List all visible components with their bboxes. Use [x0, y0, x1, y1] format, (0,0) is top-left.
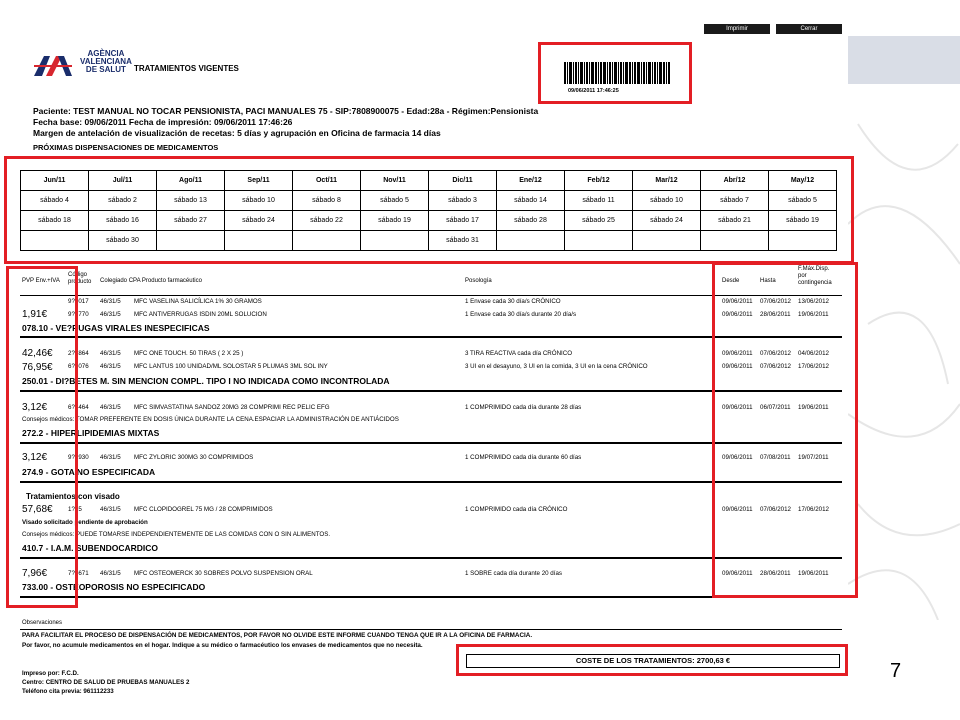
diagnosis: 272.2 - HIPERLIPIDEMIAS MIXTAS — [22, 428, 160, 438]
product-code: 9?0017 — [68, 298, 89, 305]
posology: 1 SOBRE cada día durante 20 días — [465, 570, 562, 577]
observations-label: Observaciones — [22, 620, 63, 626]
product-name: MFC ONE TOUCH. 50 TIRAS ( 2 X 25 ) — [134, 350, 244, 357]
table-cell: sábado 17 — [429, 211, 497, 231]
date-max: 19/06/2011 — [798, 570, 829, 577]
date-to: 07/06/2012 — [760, 506, 791, 513]
date-max: 04/06/2012 — [798, 350, 829, 357]
product-name: MFC SIMVASTATINA SANDOZ 20MG 28 COMPRIMI REC PELIC EFG — [134, 404, 330, 411]
table-cell: sábado 28 — [497, 211, 565, 231]
posology: 1 COMPRIMIDO cada día durante 60 días — [465, 454, 582, 461]
header-fmax: F.Máx.Disp. por contingencia — [798, 266, 832, 286]
posology: 1 COMPRIMIDO cada día CRÓNICO — [465, 506, 568, 513]
table-cell: sábado 11 — [565, 191, 633, 211]
date-to: 07/08/2011 — [760, 454, 791, 461]
product-name: MFC OSTEOMERCK 30 SOBRES POLVO SUSPENSION ORAL — [134, 570, 313, 577]
price: 3,12€ — [22, 402, 48, 413]
product-name: MFC CLOPIDOGREL 75 MG / 28 COMPRIMIDOS — [134, 506, 273, 513]
annotation-box-barcode — [538, 42, 692, 104]
table-cell: sábado 3 — [429, 191, 497, 211]
cpa: 46/31/5 — [100, 311, 121, 318]
table-cell: sábado 19 — [361, 211, 429, 231]
date-from: 09/06/2011 — [722, 570, 753, 577]
visado-status: Visado solicitado pendiente de aprobación — [22, 519, 148, 526]
date-to: 07/06/2012 — [760, 298, 791, 305]
phone: Teléfono cita previa: 961112233 — [22, 688, 114, 695]
header-codigo: Código producto — [68, 272, 92, 285]
table-cell: sábado 13 — [157, 191, 225, 211]
table-cell: sábado 18 — [21, 211, 89, 231]
annotation-box-dates — [712, 262, 858, 598]
table-cell: sábado 24 — [225, 211, 293, 231]
table-cell: sábado 25 — [565, 211, 633, 231]
table-cell: sábado 21 — [701, 211, 769, 231]
month-header: Ago/11 — [157, 171, 225, 191]
date-to: 07/06/2012 — [760, 350, 791, 357]
table-cell: sábado 24 — [633, 211, 701, 231]
table-cell: sábado 10 — [225, 191, 293, 211]
product-name: MFC LANTUS 100 UNIDAD/ML SOLOSTAR 5 PLUMAS 3ML SOL INY — [134, 363, 328, 370]
date-from: 09/06/2011 — [722, 311, 753, 318]
product-code: 9?2770 — [68, 311, 89, 318]
date-from: 09/06/2011 — [722, 404, 753, 411]
dates-line: Fecha base: 09/06/2011 Fecha de impresión: 09/06/2011 17:46:26 — [33, 117, 293, 127]
cpa: 46/31/5 — [100, 454, 121, 461]
product-name: MFC ANTIVERRUGAS ISDIN 20ML SOLUCION — [134, 311, 267, 318]
document-title: TRATAMIENTOS VIGENTES — [134, 64, 239, 73]
month-header: May/12 — [769, 171, 837, 191]
table-cell: sábado 30 — [89, 231, 157, 251]
table-cell: sábado 22 — [293, 211, 361, 231]
date-from: 09/06/2011 — [722, 363, 753, 370]
visado-title: Tratamientos con visado — [26, 492, 120, 501]
total-cost: COSTE DE LOS TRATAMIENTOS: 2700,63 € — [466, 654, 840, 668]
product-name: MFC ZYLORIC 300MG 30 COMPRIMIDOS — [134, 454, 254, 461]
month-header: Ene/12 — [497, 171, 565, 191]
date-max: 19/07/2011 — [798, 454, 829, 461]
date-max: 17/06/2012 — [798, 363, 829, 370]
close-button[interactable]: Cerrar — [776, 24, 842, 34]
month-header: Abr/12 — [701, 171, 769, 191]
date-from: 09/06/2011 — [722, 506, 753, 513]
diagnosis: 078.10 - VE?RUGAS VIRALES INESPECIFICAS — [22, 323, 210, 333]
annotation-box-cost — [456, 644, 848, 676]
product-code: 6?3464 — [68, 404, 89, 411]
header-colegiado: Colegiado CPA Producto farmacéutico — [100, 278, 202, 284]
diagnosis: 410.7 - I.A.M. SUBENDOCARDICO — [22, 543, 159, 553]
margin-line: Margen de antelación de visualización de recetas: 5 días y agrupación en Oficina de farmacia 14 días — [33, 128, 441, 138]
diagnosis: 733.00 - OSTEOPOROSIS NO ESPECIFICADO — [22, 582, 206, 592]
product-code: 1?55 — [68, 506, 82, 513]
date-max: 19/06/2011 — [798, 311, 829, 318]
date-to: 28/06/2011 — [760, 570, 791, 577]
table-cell: sábado 4 — [21, 191, 89, 211]
product-name: MFC VASELINA SALICÍLICA 1% 30 GRAMOS — [134, 298, 262, 305]
date-from: 09/06/2011 — [722, 298, 753, 305]
posology: 3 TIRA REACTIVA cada día CRÓNICO — [465, 350, 573, 357]
posology: 1 Envase cada 30 día/s durante 20 día/s — [465, 311, 577, 318]
header-hasta: Hasta — [760, 278, 776, 284]
date-to: 07/06/2012 — [760, 363, 791, 370]
table-cell: sábado 19 — [769, 211, 837, 231]
price: 7,96€ — [22, 568, 48, 579]
table-cell: sábado 16 — [89, 211, 157, 231]
annotation-box-dispensations — [4, 156, 854, 264]
table-cell: sábado 2 — [89, 191, 157, 211]
print-button[interactable]: Imprimir — [704, 24, 770, 34]
posology: 1 Envase cada 30 día/s CRÓNICO — [465, 298, 561, 305]
decorative-pattern — [848, 84, 960, 620]
date-from: 09/06/2011 — [722, 350, 753, 357]
posology: 1 COMPRIMIDO cada día durante 28 días — [465, 404, 582, 411]
cpa: 46/31/5 — [100, 363, 121, 370]
product-code: 2?8864 — [68, 350, 89, 357]
month-header: Feb/12 — [565, 171, 633, 191]
table-cell: sábado 8 — [293, 191, 361, 211]
header-desde: Desde — [722, 278, 740, 284]
month-header: Sep/11 — [225, 171, 293, 191]
cpa: 46/31/5 — [100, 350, 121, 357]
page-number: 7 — [890, 660, 902, 682]
month-header: Mar/12 — [633, 171, 701, 191]
divider — [20, 629, 842, 630]
observations-line-2: Por favor, no acumule medicamentos en el hogar. Indique a su médico o farmacéutico los envases de medicamentos que no necesita. — [22, 642, 423, 649]
month-header: Jul/11 — [89, 171, 157, 191]
cpa: 46/31/5 — [100, 506, 121, 513]
month-header: Dic/11 — [429, 171, 497, 191]
date-max: 17/06/2012 — [798, 506, 829, 513]
price: 42,46€ — [22, 348, 53, 359]
product-code: 9?0930 — [68, 454, 89, 461]
posology: 3 UI en el desayuno, 3 UI en la comida, 3 UI en la cena CRÓNICO — [465, 363, 648, 370]
product-code: 6?5076 — [68, 363, 89, 370]
price: 1,91€ — [22, 309, 48, 320]
date-max: 19/06/2011 — [798, 404, 829, 411]
agencia-valenciana-logo — [32, 52, 80, 80]
month-header: Nov/11 — [361, 171, 429, 191]
patient-line: Paciente: TEST MANUAL NO TOCAR PENSIONISTA, PACI MANUALES 75 - SIP:7808900075 - Edad:28a - Régimen:Pensionista — [33, 106, 539, 116]
price: 3,12€ — [22, 452, 48, 463]
medical-advice: Consejos médicos: PUEDE TOMARSE INDEPENDIENTEMENTE DE LAS COMIDAS CON O SIN ALIMENTOS. — [22, 531, 331, 538]
header-posologia: Posología — [465, 278, 492, 284]
table-cell: sábado 5 — [361, 191, 429, 211]
cpa: 46/31/5 — [100, 404, 121, 411]
side-panel — [848, 36, 960, 84]
header-pvp: PVP Env.+IVA — [22, 278, 60, 284]
table-cell: sábado 31 — [429, 231, 497, 251]
medical-advice: Consejos médicos: TOMAR PREFERENTE EN DOSIS ÚNICA DURANTE LA CENA.ESPACIAR LA ADMINISTRACIÓN DE ANTIÁCIDOS — [22, 416, 399, 423]
date-to: 28/06/2011 — [760, 311, 791, 318]
table-cell: sábado 5 — [769, 191, 837, 211]
logo-text: AGÈNCIA VALENCIANA DE SALUT — [80, 49, 132, 74]
date-max: 13/06/2012 — [798, 298, 829, 305]
date-to: 06/07/2011 — [760, 404, 791, 411]
table-cell: sábado 7 — [701, 191, 769, 211]
cpa: 46/31/5 — [100, 570, 121, 577]
date-from: 09/06/2011 — [722, 454, 753, 461]
price: 76,95€ — [22, 362, 53, 373]
annotation-box-prices — [6, 266, 78, 608]
section-heading: PRÓXIMAS DISPENSACIONES DE MEDICAMENTOS — [33, 143, 219, 152]
diagnosis: 274.9 - GOTA NO ESPECIFICADA — [22, 467, 156, 477]
diagnosis: 250.01 - DI?BETES M. SIN MENCION COMPL. TIPO I NO INDICADA COMO INCONTROLADA — [22, 376, 390, 386]
health-center: Centro: CENTRO DE SALUD DE PRUEBAS MANUALES 2 — [22, 679, 190, 686]
observations-line-1: PARA FACILITAR EL PROCESO DE DISPENSACIÓN DE MEDICAMENTOS, POR FAVOR NO OLVIDE ESTE INFORME CUANDO TENGA QUE IR A LA OFICINA DE FARMACIA. — [22, 632, 533, 639]
month-header: Jun/11 — [21, 171, 89, 191]
table-cell: sábado 10 — [633, 191, 701, 211]
printed-by: Impreso por: F.C.D. — [22, 670, 79, 677]
product-code: 7?4671 — [68, 570, 89, 577]
price: 57,68€ — [22, 504, 53, 515]
table-cell: sábado 14 — [497, 191, 565, 211]
barcode-date: 09/06/2011 17:46:25 — [568, 88, 619, 94]
month-header: Oct/11 — [293, 171, 361, 191]
cpa: 46/31/5 — [100, 298, 121, 305]
table-cell: sábado 27 — [157, 211, 225, 231]
